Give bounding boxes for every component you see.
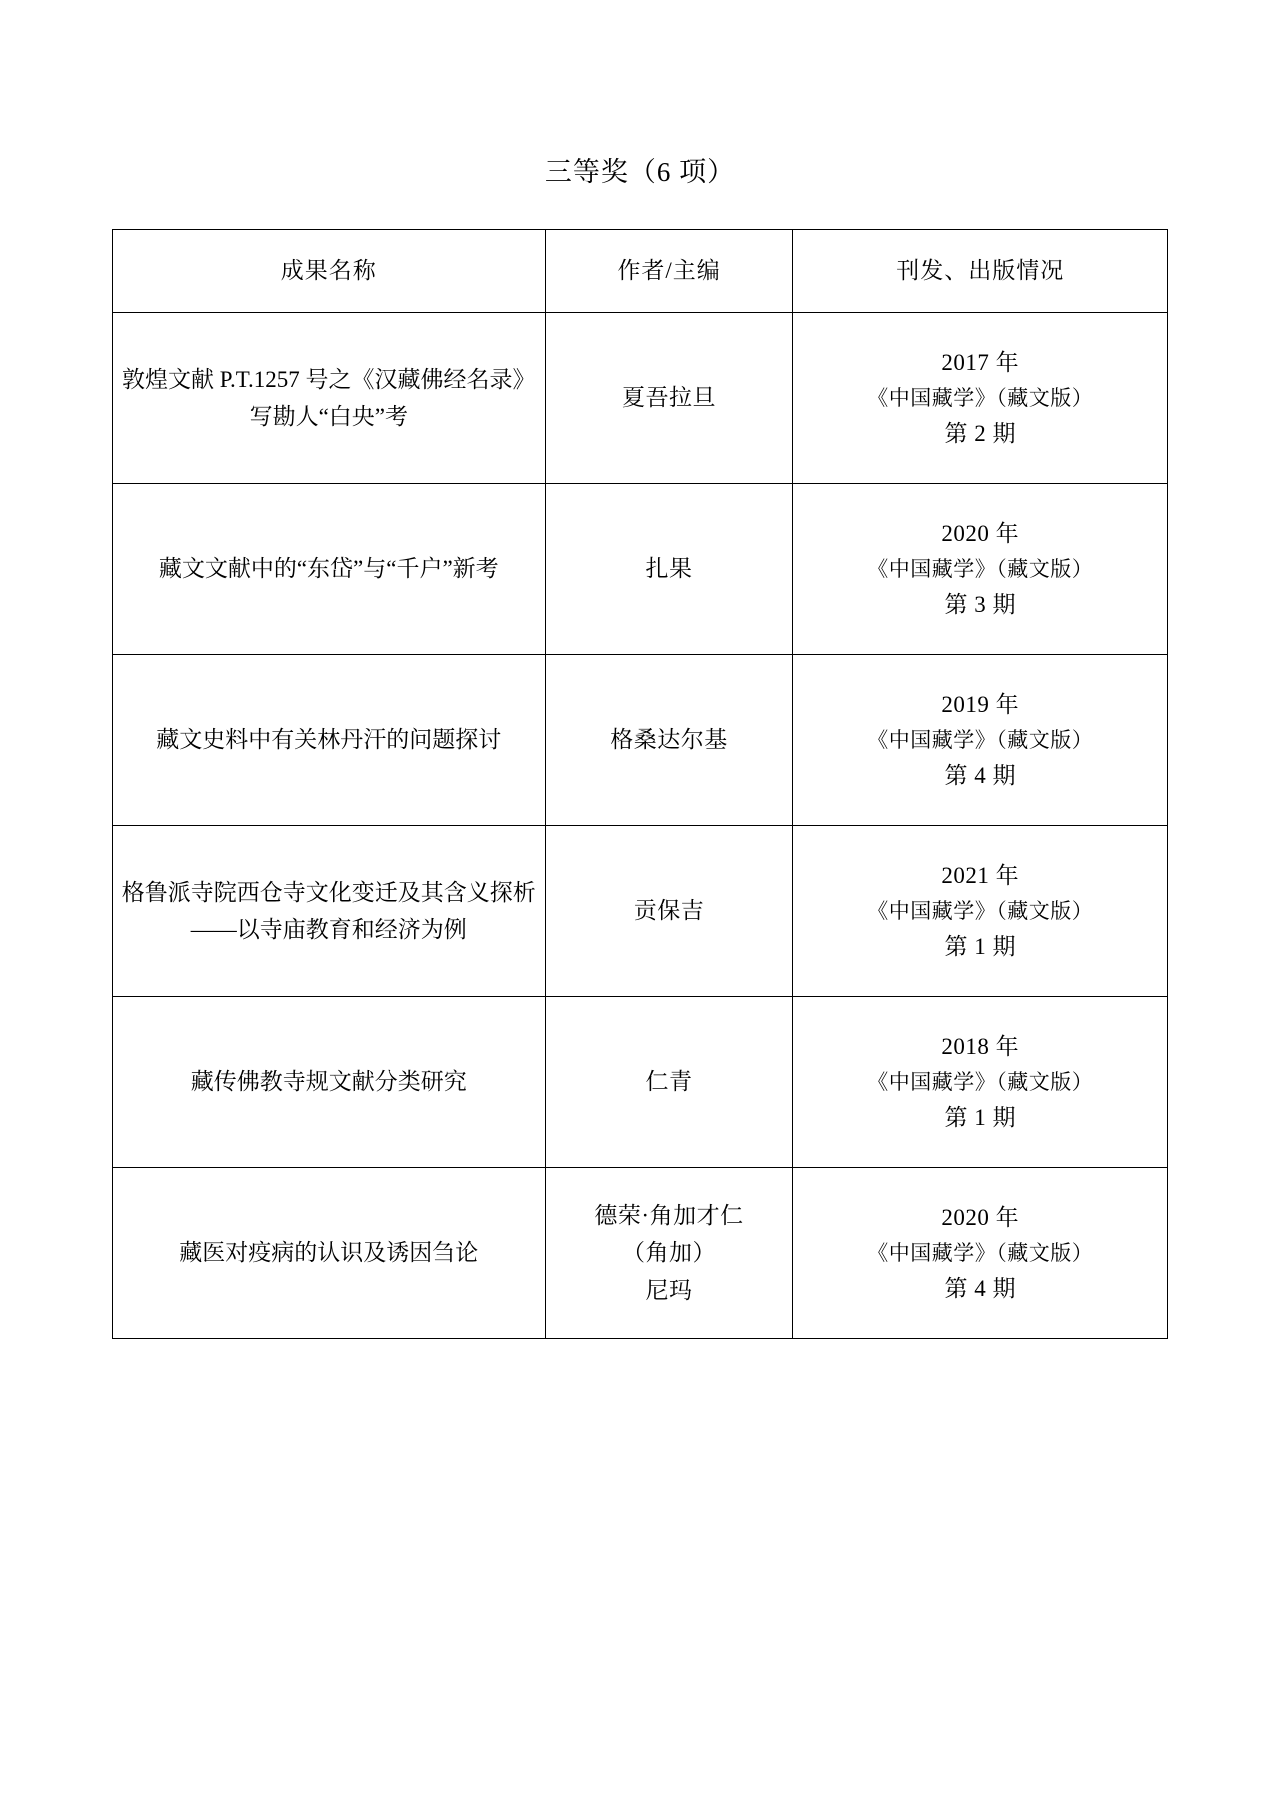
cell-achievement-title: 藏传佛教寺规文献分类研究 xyxy=(113,997,546,1168)
author-line: 德荣·角加才仁 xyxy=(594,1203,744,1229)
publication-issue: 第 1 期 xyxy=(944,934,1016,959)
table-row xyxy=(113,997,1168,1168)
cell-publication xyxy=(793,313,1168,484)
publication-journal: 《中国藏学》（藏文版） xyxy=(867,1069,1094,1094)
cell-author: 夏吾拉旦 xyxy=(545,313,793,484)
table-header xyxy=(113,230,1168,313)
column-header-title: 成果名称 xyxy=(113,230,546,313)
cell-publication xyxy=(793,484,1168,655)
cell-author: 仁青 xyxy=(545,997,793,1168)
table-header-row xyxy=(113,230,1168,313)
cell-achievement-title: 藏医对疫病的认识及诱因刍论 xyxy=(113,1168,546,1339)
table-row xyxy=(113,826,1168,997)
cell-author: 贡保吉 xyxy=(545,826,793,997)
cell-publication xyxy=(793,997,1168,1168)
cell-achievement-title: 藏文史料中有关林丹汗的问题探讨 xyxy=(113,655,546,826)
column-header-author: 作者/主编 xyxy=(545,230,793,313)
publication-year: 2020 年 xyxy=(941,1204,1020,1230)
publication-journal: 《中国藏学》（藏文版） xyxy=(867,898,1094,923)
table-row xyxy=(113,655,1168,826)
publication-journal: 《中国藏学》（藏文版） xyxy=(867,1240,1094,1265)
table-row xyxy=(113,484,1168,655)
author-line: （角加） xyxy=(622,1240,716,1266)
cell-author: 扎果 xyxy=(545,484,793,655)
cell-publication xyxy=(793,826,1168,997)
cell-author xyxy=(545,1168,793,1339)
publication-issue: 第 1 期 xyxy=(944,1105,1016,1130)
publication-journal: 《中国藏学》（藏文版） xyxy=(867,727,1094,752)
cell-author: 格桑达尔基 xyxy=(545,655,793,826)
cell-achievement-title: 敦煌文献 P.T.1257 号之《汉藏佛经名录》写勘人“白央”考 xyxy=(113,313,546,484)
table-body xyxy=(113,313,1168,1339)
publication-issue: 第 3 期 xyxy=(944,592,1016,617)
cell-publication xyxy=(793,655,1168,826)
publication-year: 2017 年 xyxy=(941,349,1020,375)
author-line: 尼玛 xyxy=(645,1277,693,1303)
publication-year: 2020 年 xyxy=(941,520,1020,546)
publication-year: 2018 年 xyxy=(941,1033,1020,1059)
page-title: 三等奖（6 项） xyxy=(544,157,736,187)
cell-achievement-title: 格鲁派寺院西仓寺文化变迁及其含义探析——以寺庙教育和经济为例 xyxy=(113,826,546,997)
publication-year: 2021 年 xyxy=(941,862,1020,888)
cell-achievement-title: 藏文文献中的“东岱”与“千户”新考 xyxy=(113,484,546,655)
publication-issue: 第 4 期 xyxy=(944,763,1016,788)
publication-journal: 《中国藏学》（藏文版） xyxy=(867,556,1094,581)
table-row xyxy=(113,1168,1168,1339)
publication-issue: 第 2 期 xyxy=(944,421,1016,446)
table-row xyxy=(113,313,1168,484)
publication-journal: 《中国藏学》（藏文版） xyxy=(867,385,1094,410)
publication-year: 2019 年 xyxy=(941,691,1020,717)
cell-publication xyxy=(793,1168,1168,1339)
column-header-publication: 刊发、出版情况 xyxy=(793,230,1168,313)
publication-issue: 第 4 期 xyxy=(944,1276,1016,1301)
award-results-table xyxy=(112,229,1168,1339)
